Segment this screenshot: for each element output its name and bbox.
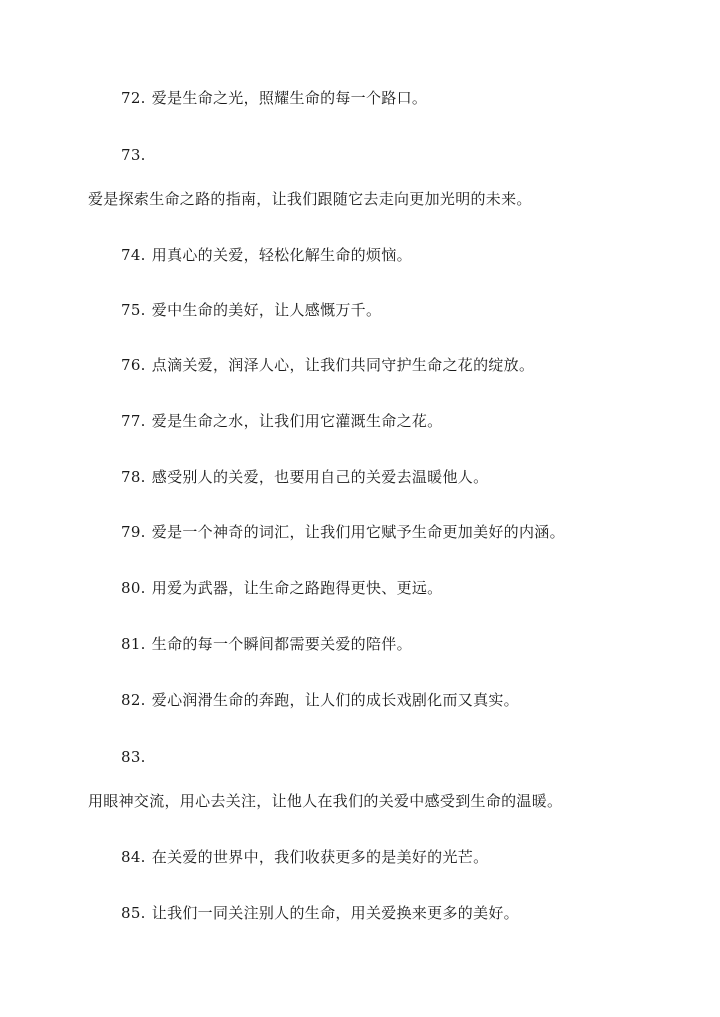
- item-number: 73.: [121, 146, 146, 164]
- list-item: [121, 522, 565, 542]
- list-item: [121, 578, 442, 598]
- item-number: 74.: [121, 246, 146, 264]
- item-text: 用爱为武器，让生命之路跑得更快、更远。: [151, 579, 443, 597]
- item-text: 爱是探索生命之路的指南，让我们跟随它去走向更加光明的未来。: [88, 190, 532, 208]
- item-number: 76.: [121, 356, 146, 374]
- item-number: 84.: [121, 848, 146, 866]
- item-number: 82.: [121, 691, 146, 709]
- item-text: 点滴关爱，润泽人心，让我们共同守护生命之花的绽放。: [151, 356, 535, 374]
- item-number: 72.: [121, 89, 146, 107]
- item-text: 在关爱的世界中，我们收获更多的是美好的光芒。: [151, 848, 489, 866]
- item-text: 用眼神交流，用心去关注，让他人在我们的关爱中感受到生命的温暖。: [88, 792, 563, 810]
- list-item: [121, 355, 534, 375]
- item-number: 83.: [121, 748, 146, 766]
- item-text: 生命的每一个瞬间都需要关爱的陪伴。: [151, 635, 412, 653]
- item-number: 79.: [121, 523, 146, 541]
- list-item: [121, 903, 519, 923]
- list-item: [121, 411, 442, 431]
- item-text: 感受别人的关爱，也要用自己的关爱去温暖他人。: [151, 468, 489, 486]
- item-text: 爱心润滑生命的奔跑，让人们的成长戏剧化而又真实。: [151, 691, 519, 709]
- item-text: 爱是生命之水，让我们用它灌溉生命之花。: [151, 412, 443, 430]
- item-number: 81.: [121, 635, 146, 653]
- item-number: 78.: [121, 468, 146, 486]
- list-item: [121, 88, 427, 108]
- item-text: 爱中生命的美好，让人感慨万千。: [151, 301, 382, 319]
- item-text: 用真心的关爱，轻松化解生命的烦恼。: [151, 246, 412, 264]
- item-text: 让我们一同关注别人的生命，用关爱换来更多的美好。: [151, 904, 519, 922]
- list-item: [121, 847, 488, 867]
- list-item: [121, 690, 519, 710]
- item-number: 75.: [121, 301, 146, 319]
- item-text: 爱是生命之光，照耀生命的每一个路口。: [151, 89, 428, 107]
- item-number: 80.: [121, 579, 146, 597]
- item-text: 爱是一个神奇的词汇，让我们用它赋予生命更加美好的内涵。: [151, 523, 565, 541]
- list-item: [121, 245, 412, 265]
- item-number: 77.: [121, 412, 146, 430]
- item-number: 85.: [121, 904, 146, 922]
- list-item: [121, 467, 488, 487]
- list-item: [121, 300, 381, 320]
- list-item: [121, 634, 412, 654]
